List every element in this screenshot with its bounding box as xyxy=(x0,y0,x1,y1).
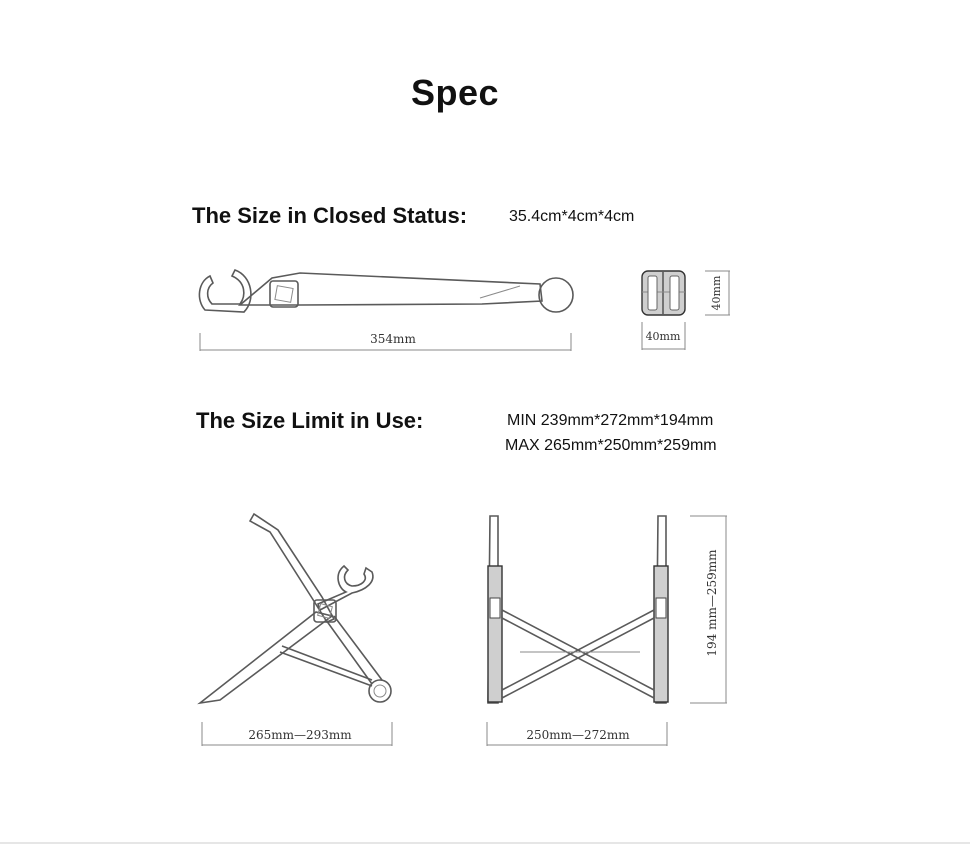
end-width-dimension: 40mm xyxy=(645,330,681,343)
page-title: Spec xyxy=(410,72,500,113)
closed-arm xyxy=(240,273,542,305)
closed-joint-inner xyxy=(275,286,293,303)
front-cross-brace-b xyxy=(502,610,654,698)
in-use-max-value: MAX 265mm*250mm*259mm xyxy=(505,437,717,454)
side-back-arm xyxy=(250,514,334,622)
in-use-min-value: MIN 239mm*272mm*194mm xyxy=(507,412,714,429)
end-height-dimension: 40mm xyxy=(710,275,723,311)
closed-stand-side-view xyxy=(199,270,573,351)
closed-status-value: 35.4cm*4cm*4cm xyxy=(509,208,635,225)
closed-arm-slit xyxy=(480,286,520,298)
front-height-dimension: 194 mm—259mm xyxy=(705,549,719,657)
front-right-lower-post xyxy=(654,566,668,702)
in-use-front-view xyxy=(487,516,727,746)
front-width-dimension: 250mm—272mm xyxy=(526,728,630,742)
side-ball xyxy=(369,680,391,702)
closed-length-dimension: 354mm xyxy=(370,332,416,346)
closed-stand-end-view xyxy=(642,271,730,350)
closed-ball-end xyxy=(539,278,573,312)
closed-status-label: The Size in Closed Status: xyxy=(192,203,468,228)
in-use-label: The Size Limit in Use: xyxy=(196,408,424,433)
front-cross-brace-a xyxy=(502,610,654,698)
closed-joint xyxy=(270,281,298,307)
side-depth-dimension: 265mm—293mm xyxy=(248,728,352,742)
front-left-lower-post xyxy=(488,566,502,702)
in-use-side-view xyxy=(200,514,392,746)
